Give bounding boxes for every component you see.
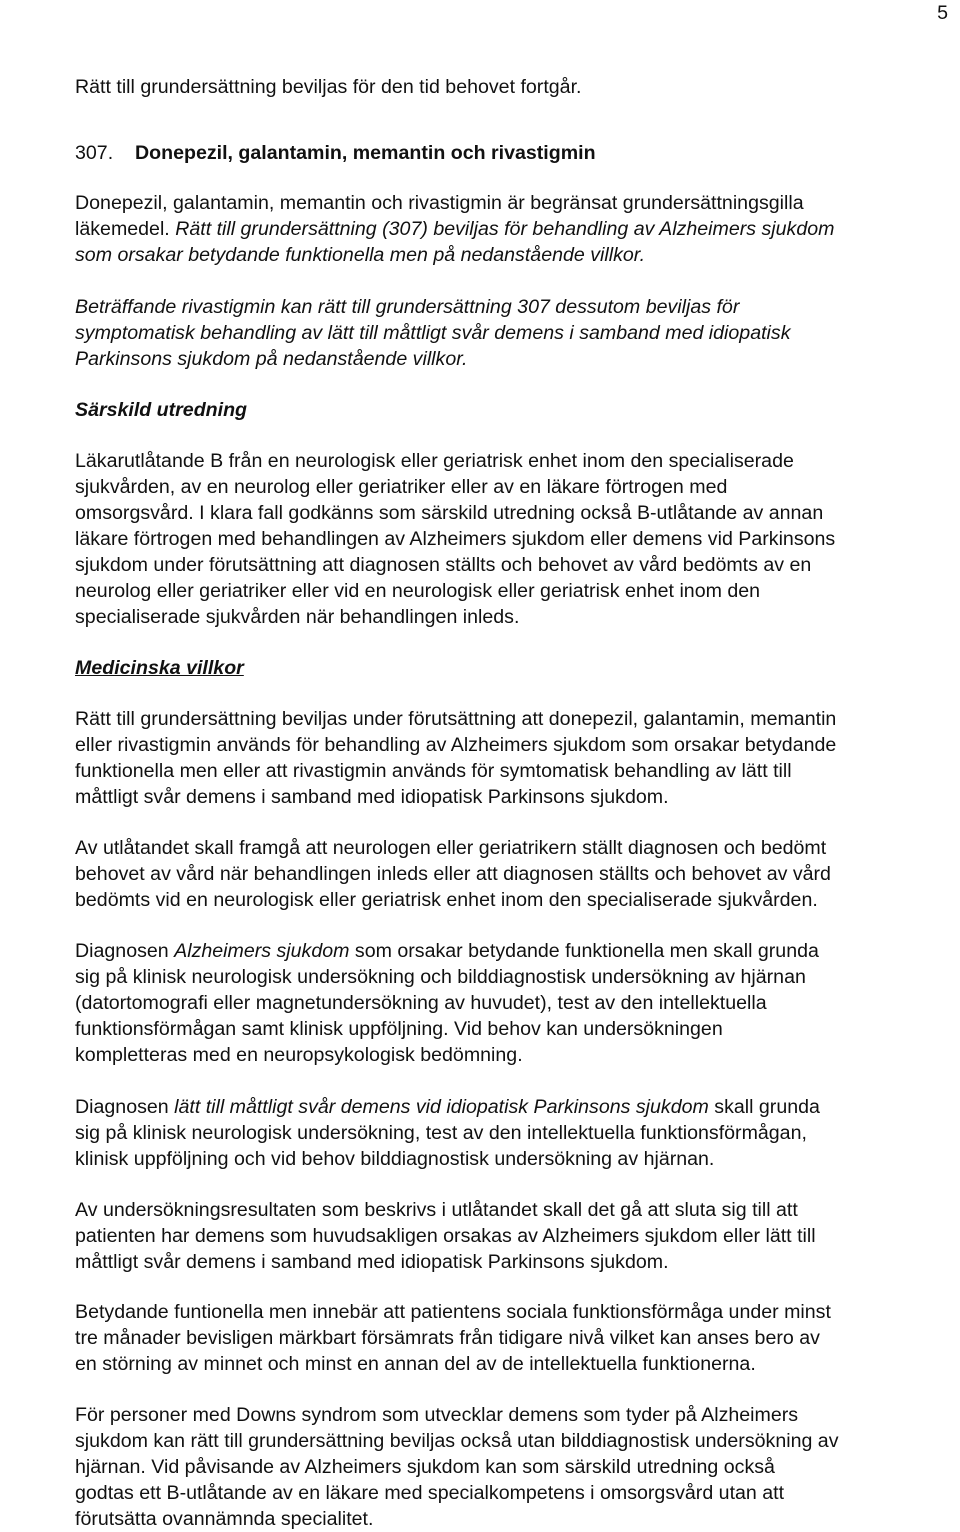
paragraph-downs-syndrome: För personer med Downs syndrom som utvecklar demens som tyder på Alzheimers sjukdom kan rätt till grundersättning beviljas också utan bilddiagnostisk undersökning av hjärnan. Vid påvisande av Alzheimers sjukdom kan som särskild utredning också godtas ett B-utlåtande av en läkare med specialkompetens i omsorgsvård utan att förutsätta ovannämnda specialitet. — [75, 1404, 839, 1530]
paragraph-alzheimers-diagnosis: Diagnosen Alzheimers sjukdom som orsakar betydande funktionella men skall grunda sig på klinisk neurologisk undersökning och bilddiagnostisk undersökning av hjärnan (datortomografi eller magnetundersökning av huvudet), test av den intellektuella funktionsförmågan samt klinisk uppföljning. Vid behov kan undersökningen kompletteras med en neuropsykologisk bedömning. — [75, 940, 819, 1066]
paragraph-rivastigmin: Beträffande rivastigmin kan rätt till grundersättning 307 dessutom beviljas för symptomatisk behandling av lätt till måttligt svår demens i samband med idiopatisk Parkinsons sjukdom på nedanstående villkor. — [75, 296, 791, 370]
section-title: Donepezil, galantamin, memantin och rivastigmin — [135, 142, 596, 164]
intro-text: Rätt till grundersättning beviljas för den tid behovet fortgår. — [75, 76, 582, 98]
paragraph-medical-1: Rätt till grundersättning beviljas under förutsättning att donepezil, galantamin, memantin eller rivastigmin används för behandling av Alzheimers sjukdom som orsakar betydande funktionella men eller att rivastigmin används för symtomatisk behandling av lätt till måttligt svår demens i samband med idiopatisk Parkinsons sjukdom. — [75, 708, 837, 808]
section-number: 307. — [75, 142, 114, 164]
page-number: 5 — [937, 2, 948, 24]
paragraph-intro-drugs: Donepezil, galantamin, memantin och rivastigmin är begränsat grundersättningsgilla läkemedel. Rätt till grundersättning (307) beviljas för behandling av Alzheimers sjukdom som orsakar betydande funktionella men på nedanstående villkor. — [75, 192, 835, 266]
paragraph-special-investigation: Läkarutlåtande B från en neurologisk eller geriatrisk enhet inom den specialiserade sjukvården, av en neurolog eller geriatriker eller av en läkare förtrogen med omsorgsvård. I klara fall godkänns som särskild utredning också B-utlåtande av annan läkare förtrogen med behandlingen av Alzheimers sjukdom eller demens vid Parkinsons sjukdom under förutsättning att diagnosen ställts och behovet av vård bedömts av en neurolog eller geriatriker eller vid en neurologisk eller geriatrisk enhet inom den specialiserade sjukvården när behandlingen inleds. — [75, 450, 836, 628]
paragraph-medical-2: Av utlåtandet skall framgå att neurologen eller geriatrikern ställt diagnosen och bedömt behovet av vård när behandlingen inleds eller att diagnosen ställts och behovet av vård bedömts vid en neurologisk eller geriatrisk enhet inom den specialiserade sjukvården. — [75, 837, 831, 911]
paragraph-functional-impairment: Betydande funtionella men innebär att patientens sociala funktionsförmåga under minst tre månader bevisligen märkbart försämrats från tidigare nivå vilket kan anses bero av en störning av minnet och minst en annan del av de intellektuella funktionerna. — [75, 1301, 831, 1375]
heading-special-investigation: Särskild utredning — [75, 399, 248, 421]
paragraph-parkinsons-diagnosis: Diagnosen lätt till måttligt svår demens vid idiopatisk Parkinsons sjukdom skall grunda sig på klinisk neurologisk undersökning, test av den intellektuella funktionsförmågan, klinisk uppföljning och vid behov bilddiagnostisk undersökning av hjärnan. — [75, 1096, 820, 1170]
paragraph-examination-results: Av undersökningsresultaten som beskrivs i utlåtandet skall det gå att sluta sig till att patienten har demens som huvudsakligen orsakas av Alzheimers sjukdom eller lätt till måttligt svår demens i samband med idiopatisk Parkinsons sjukdom. — [75, 1199, 816, 1273]
heading-medical-conditions: Medicinska villkor — [75, 657, 244, 679]
